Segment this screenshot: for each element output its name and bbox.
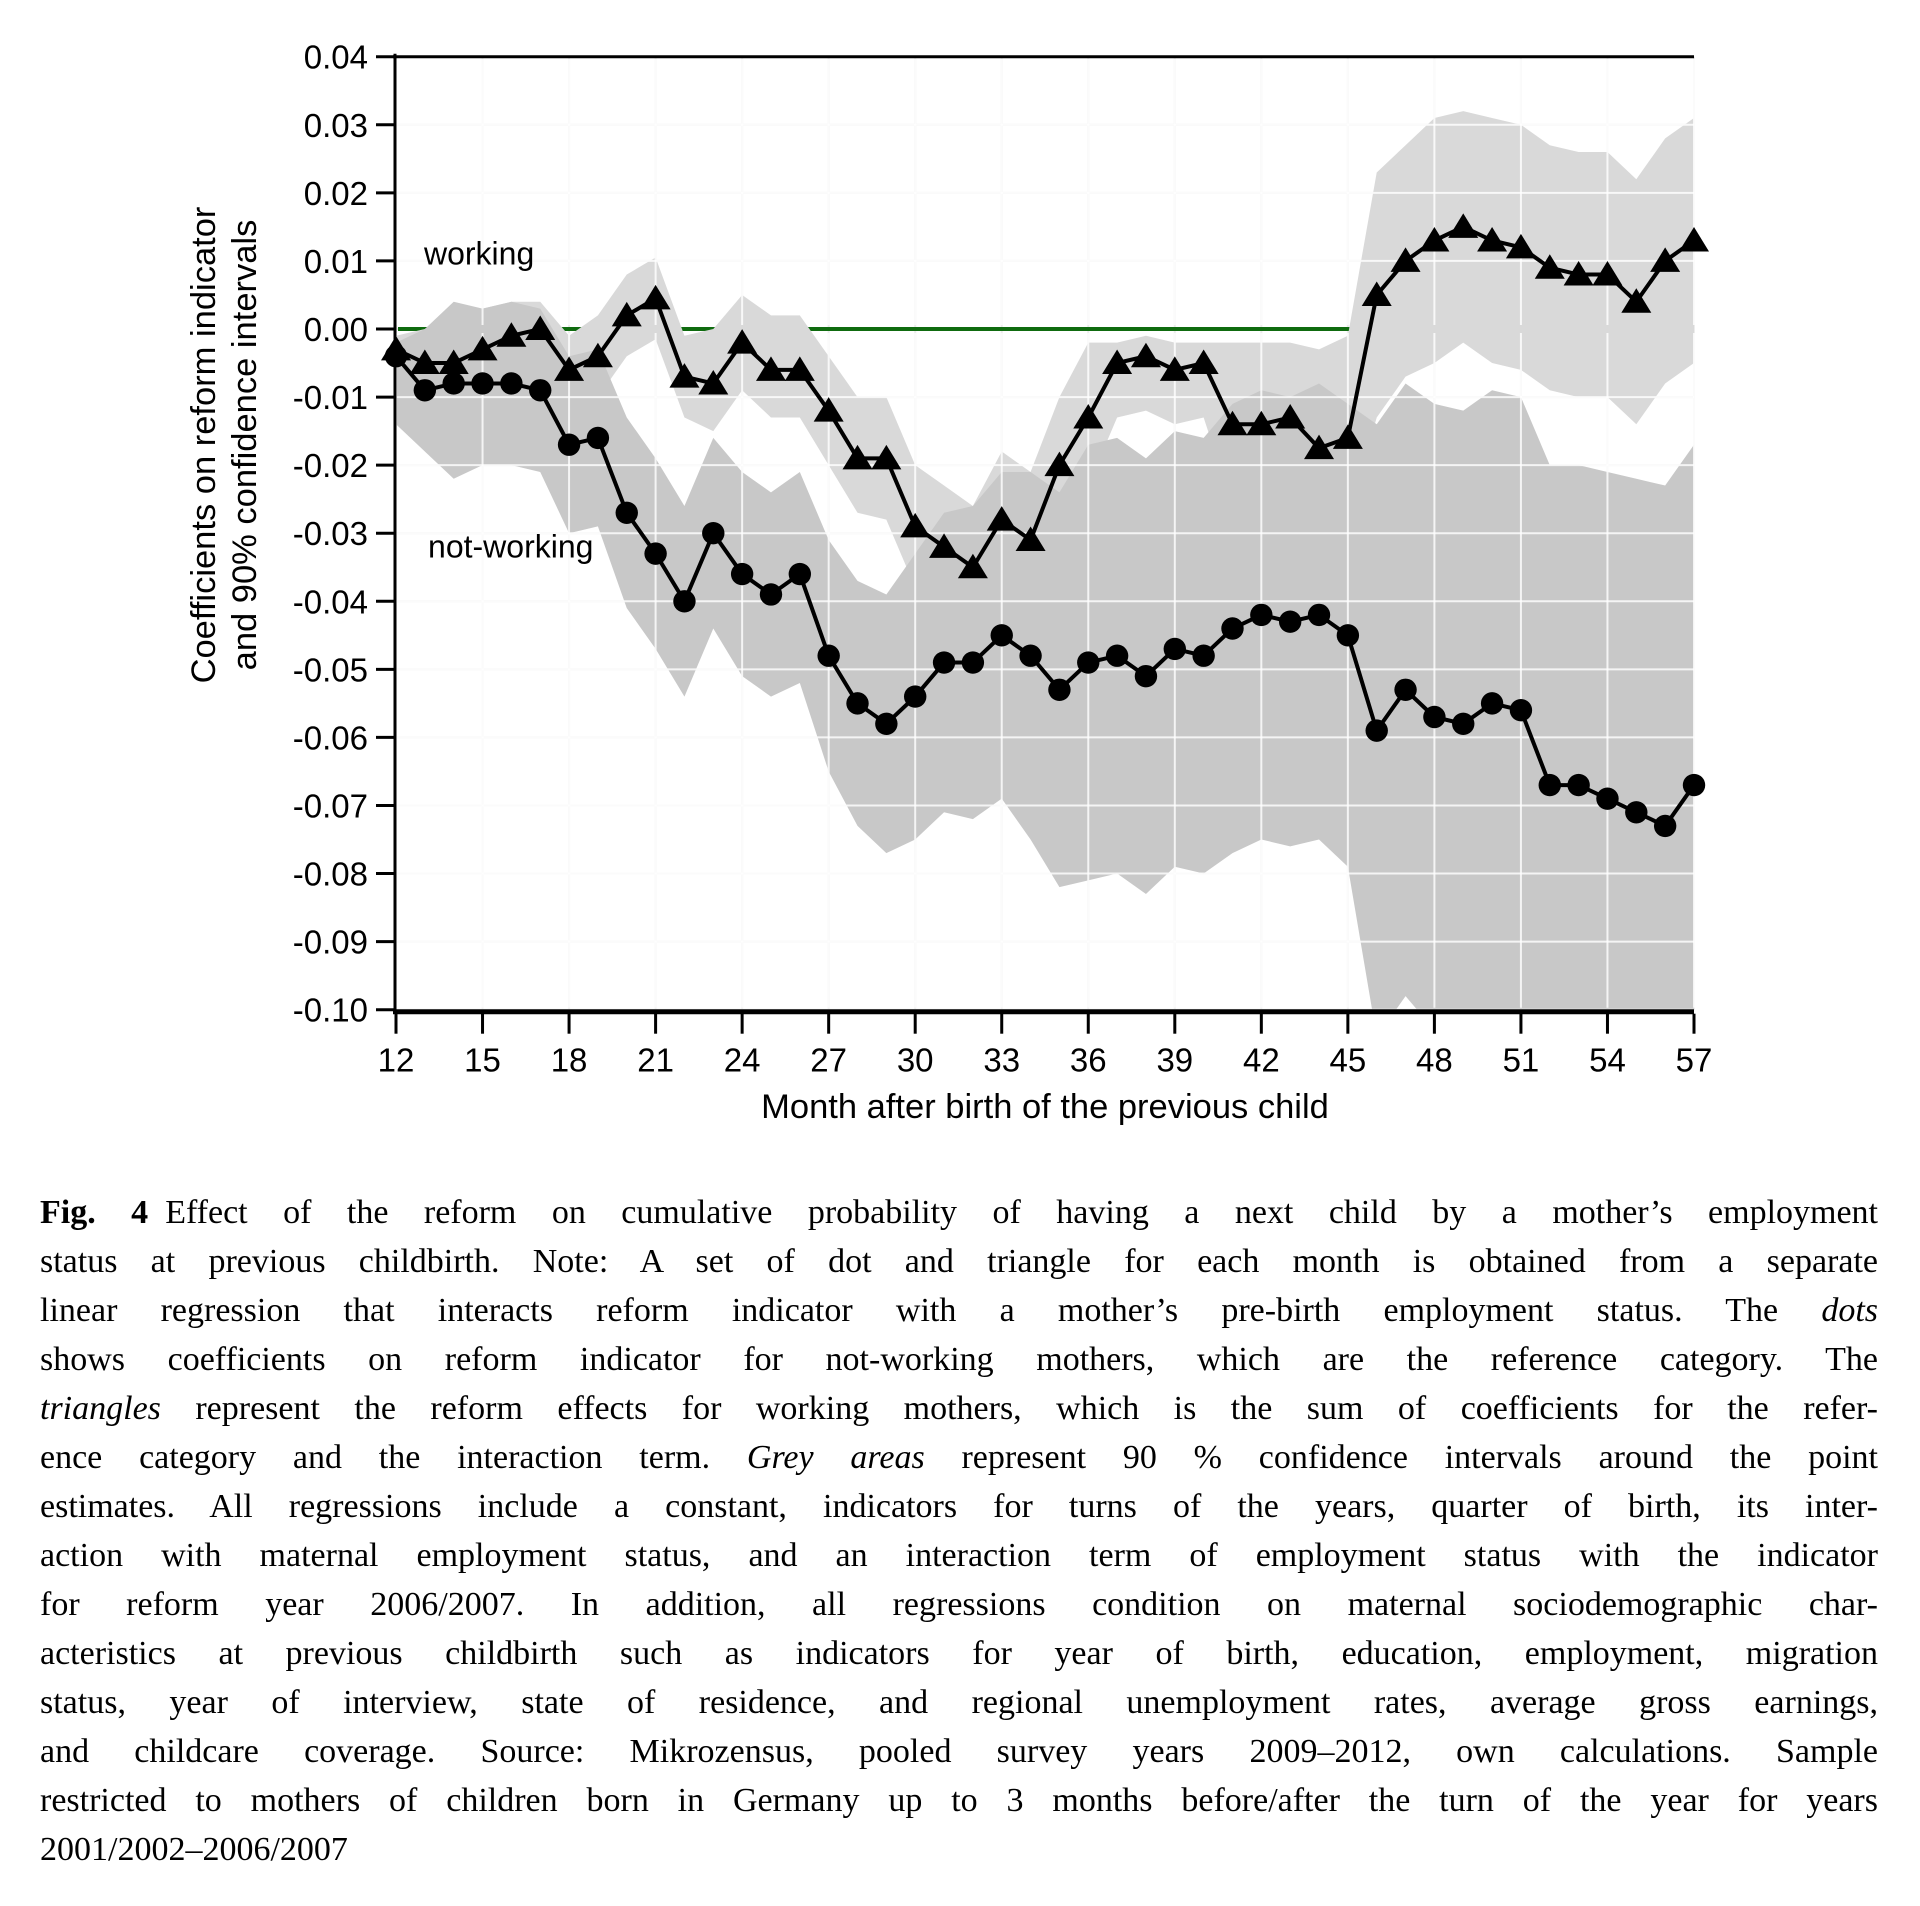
y-tick-label: -0.01 — [292, 379, 368, 417]
not-working-marker-dot — [731, 563, 753, 585]
x-tick-label: 18 — [550, 1041, 588, 1079]
not-working-marker-dot — [991, 624, 1013, 646]
not-working-marker-dot — [1337, 624, 1359, 646]
not-working-marker-dot — [500, 372, 522, 394]
not-working-marker-dot — [1106, 645, 1128, 667]
caption-text: acteristics at previous childbirth such as indicators for year of birth, education, employment, migration — [40, 1635, 1878, 1672]
caption-emphasis: triangles — [40, 1390, 161, 1427]
x-tick-label: 24 — [723, 1041, 761, 1079]
not-working-marker-dot — [385, 345, 407, 367]
x-tick-label: 45 — [1329, 1041, 1367, 1079]
y-tick-label: -0.06 — [292, 719, 368, 757]
x-tick-label: 12 — [377, 1041, 415, 1079]
caption-line — [40, 1629, 1878, 1678]
not-working-marker-dot — [1625, 801, 1647, 823]
not-working-marker-dot — [875, 713, 897, 735]
caption-line — [40, 1825, 1878, 1874]
not-working-label: not-working — [428, 528, 594, 565]
not-working-marker-dot — [1192, 645, 1214, 667]
not-working-confidence-band — [396, 302, 1694, 1140]
not-working-marker-dot — [1221, 617, 1243, 639]
x-tick-label: 51 — [1502, 1041, 1540, 1079]
y-tick-label: -0.03 — [292, 515, 368, 553]
x-tick-label: 33 — [983, 1041, 1021, 1079]
caption-fig-label: Fig. 4 — [40, 1194, 149, 1231]
caption-text: ence category and the interaction term. — [40, 1439, 747, 1476]
x-tick-label: 54 — [1589, 1041, 1626, 1079]
not-working-marker-dot — [1452, 713, 1474, 735]
y-axis-title-line2: and 90% confidence intervals — [226, 219, 264, 671]
not-working-marker-dot — [1596, 787, 1618, 809]
caption-line — [40, 1776, 1878, 1825]
not-working-marker-dot — [644, 542, 666, 564]
y-tick-label: -0.10 — [292, 991, 368, 1029]
not-working-marker-dot — [1077, 651, 1099, 673]
x-tick-label: 21 — [637, 1041, 674, 1079]
confidence-bands — [396, 111, 1694, 1140]
not-working-marker-dot — [904, 685, 926, 707]
caption-line — [40, 1580, 1878, 1629]
not-working-marker-dot — [471, 372, 493, 394]
y-tick-label: 0.03 — [303, 106, 368, 144]
y-tick-label: 0.00 — [303, 311, 368, 348]
not-working-marker-dot — [1019, 645, 1041, 667]
y-axis-title-line1: Coefficients on reform indicator — [185, 206, 223, 684]
y-tick-label: -0.08 — [292, 855, 368, 893]
caption-text: for reform year 2006/2007. In addition, all regressions condition on maternal sociodemographic char- — [40, 1586, 1878, 1623]
not-working-marker-dot — [1567, 774, 1589, 796]
caption-line — [40, 1433, 1878, 1482]
not-working-marker-dot — [789, 563, 811, 585]
not-working-marker-dot — [702, 522, 724, 544]
caption-line — [40, 1335, 1878, 1384]
caption-line — [40, 1286, 1878, 1335]
caption-text: action with maternal employment status, and an interaction term of employment status with the indicator — [40, 1537, 1878, 1574]
caption-text: estimates. All regressions include a constant, indicators for turns of the years, quarter of birth, its inter- — [40, 1488, 1878, 1525]
y-tick-label: 0.02 — [303, 174, 368, 212]
caption-text: linear regression that interacts reform indicator with a mother’s pre-birth employment status. The — [40, 1292, 1822, 1329]
y-tick-label: -0.07 — [292, 787, 368, 825]
caption-text: status at previous childbirth. Note: A set of dot and triangle for each month is obtained from a separate — [40, 1243, 1878, 1280]
not-working-marker-dot — [1366, 719, 1388, 741]
not-working-marker-dot — [1683, 774, 1705, 796]
not-working-marker-dot — [1423, 706, 1445, 728]
not-working-marker-dot — [1164, 638, 1186, 660]
not-working-marker-dot — [558, 434, 580, 456]
not-working-marker-dot — [962, 651, 984, 673]
not-working-marker-dot — [1308, 604, 1330, 626]
not-working-marker-dot — [1510, 699, 1532, 721]
caption-text: 2001/2002–2006/2007 — [40, 1831, 348, 1868]
not-working-marker-dot — [1279, 611, 1301, 633]
x-tick-label: 15 — [464, 1041, 501, 1079]
caption-line — [40, 1727, 1878, 1776]
y-tick-label: 0.01 — [303, 242, 368, 280]
not-working-marker-dot — [442, 372, 464, 394]
y-tick-label: -0.04 — [292, 583, 368, 621]
y-tick-label: -0.09 — [292, 923, 368, 961]
caption-text: Effect of the reform on cumulative probability of having a next child by a mother’s employment — [148, 1194, 1878, 1231]
y-tick-label: -0.05 — [292, 651, 368, 689]
caption-text: shows coefficients on reform indicator for not-working mothers, which are the reference category. The — [40, 1341, 1878, 1378]
caption-text: status, year of interview, state of residence, and regional unemployment rates, average gross earnings, — [40, 1684, 1878, 1721]
y-tick-label: -0.02 — [292, 447, 368, 485]
x-tick-label: 42 — [1242, 1041, 1280, 1079]
caption-text: restricted to mothers of children born in Germany up to 3 months before/after the turn of the year for years — [40, 1782, 1878, 1819]
caption-emphasis: Grey areas — [746, 1439, 925, 1476]
not-working-marker-dot — [414, 379, 436, 401]
x-tick-label: 27 — [810, 1041, 848, 1079]
caption-line — [40, 1678, 1878, 1727]
not-working-marker-dot — [1654, 815, 1676, 837]
caption-emphasis: dots — [1821, 1292, 1878, 1329]
not-working-marker-dot — [529, 379, 551, 401]
not-working-marker-dot — [760, 583, 782, 605]
caption-text: represent 90 % confidence intervals around the point — [924, 1439, 1878, 1476]
not-working-marker-dot — [1394, 679, 1416, 701]
not-working-marker-dot — [1250, 604, 1272, 626]
not-working-marker-dot — [1135, 665, 1157, 687]
figure-caption — [40, 1188, 1878, 1874]
not-working-marker-dot — [616, 502, 638, 524]
x-tick-label: 36 — [1069, 1041, 1107, 1079]
y-tick-label: 0.04 — [303, 38, 368, 76]
caption-line — [40, 1237, 1878, 1286]
caption-line — [40, 1482, 1878, 1531]
caption-text: and childcare coverage. Source: Mikrozensus, pooled survey years 2009–2012, own calculations. Sample — [40, 1733, 1878, 1770]
working-label: working — [423, 235, 535, 272]
caption-line — [40, 1531, 1878, 1580]
not-working-marker-dot — [1539, 774, 1561, 796]
not-working-marker-dot — [1481, 692, 1503, 714]
caption-text: represent the reform effects for working mothers, which is the sum of coefficients for the refer- — [160, 1390, 1878, 1427]
x-axis-title: Month after birth of the previous child — [761, 1088, 1329, 1126]
x-tick-label: 48 — [1416, 1041, 1453, 1079]
not-working-marker-dot — [933, 651, 955, 673]
x-tick-label: 39 — [1156, 1041, 1194, 1079]
x-tick-label: 57 — [1675, 1041, 1713, 1079]
caption-line — [40, 1188, 1878, 1237]
not-working-marker-dot — [587, 427, 609, 449]
x-tick-label: 30 — [896, 1041, 934, 1079]
not-working-marker-dot — [1048, 679, 1070, 701]
not-working-marker-dot — [673, 590, 695, 612]
not-working-marker-dot — [846, 692, 868, 714]
not-working-marker-dot — [817, 645, 839, 667]
caption-line — [40, 1384, 1878, 1433]
